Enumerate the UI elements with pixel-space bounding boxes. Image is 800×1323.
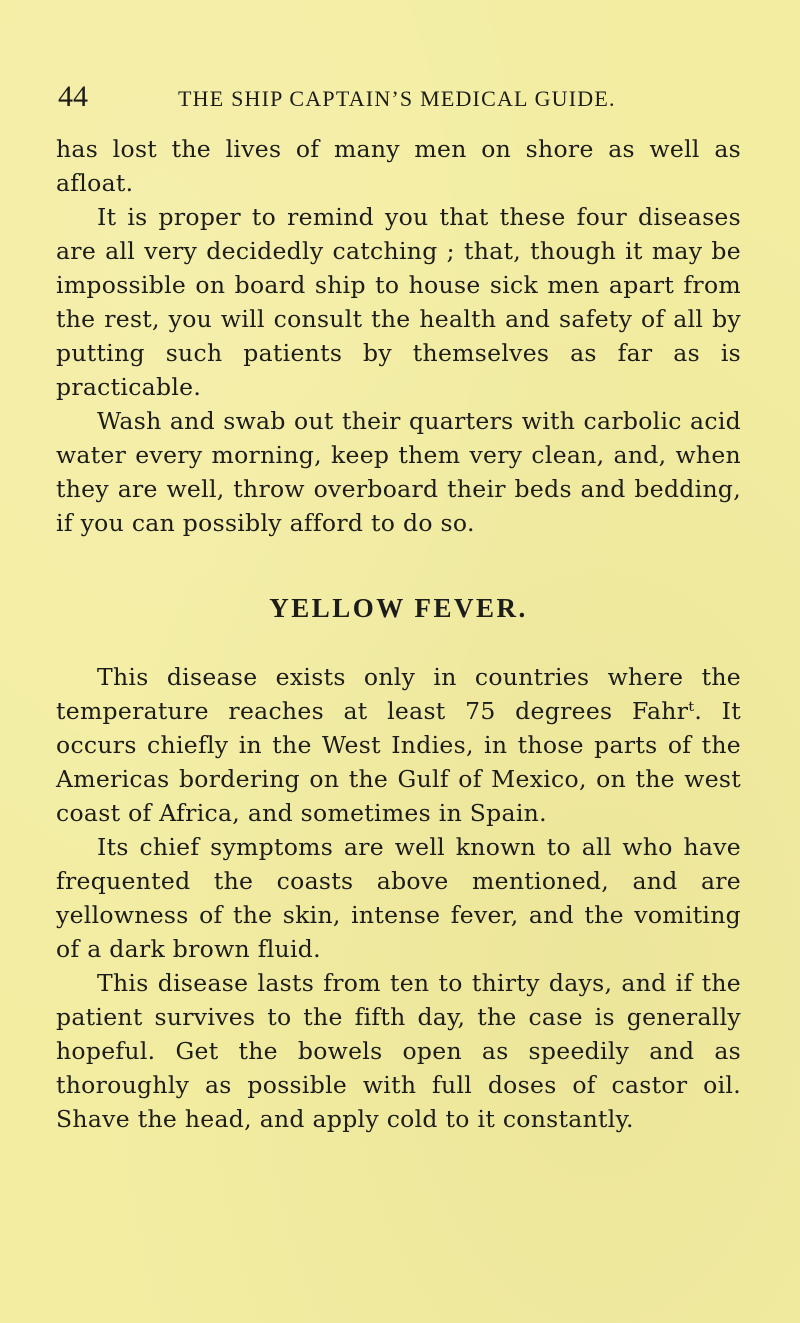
paragraph: This disease lasts from ten to thirty days, and if the patient survives to the fifth day, the case is generally hopeful. Get the bowels open as speedily and as thoroughly as possible with full doses of castor oil. Shave the head, and apply cold to it constantly.: [56, 969, 741, 1133]
paragraph: This disease exists only in countries where the temperature reaches at least 75 degrees Fahrᵗ. It occurs chiefly in the West Indies, in those parts of the Americas bordering on the Gulf of Mexico, on the west coast of Africa, and sometimes in Spain.: [56, 663, 741, 827]
page-header: [58, 82, 746, 112]
paragraph: It is proper to remind you that these four diseases are all very decidedly catching ; that, though it may be impossible on board ship to house sick men apart from the rest, you will consult the health and safety of all by putting such patients by themselves as far as is practicable.: [56, 203, 741, 401]
paragraph: Wash and swab out their quarters with carbolic acid water every morning, keep them very clean, and, when they are well, throw overboard their beds and bedding, if you can possibly afford to do so.: [56, 407, 741, 537]
running-head: THE SHIP CAPTAIN’S MEDICAL GUIDE.: [178, 86, 616, 111]
paragraph: Its chief symptoms are well known to all who have frequented the coasts above mentioned, and are yellowness of the skin, intense fever, and the vomiting of a dark brown fluid.: [56, 833, 741, 963]
section-heading-yellow-fever: YELLOW FEVER.: [269, 593, 528, 623]
page-number: 44: [58, 80, 88, 113]
page-body: [56, 132, 741, 1136]
paragraph-continuation: has lost the lives of many men on shore as well as afloat.: [56, 135, 741, 197]
